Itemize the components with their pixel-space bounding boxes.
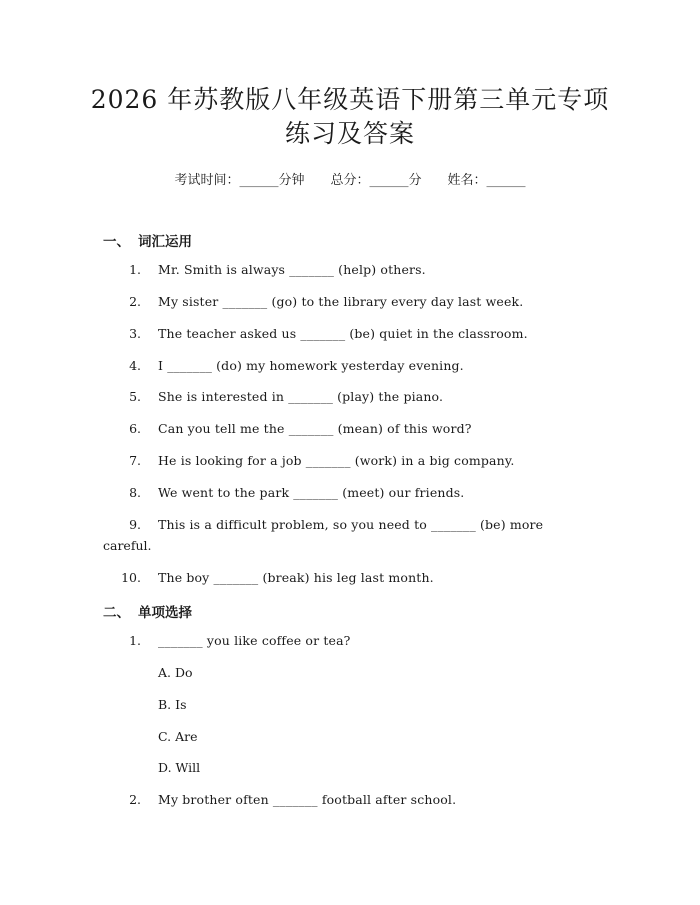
question-number: 2. [129, 294, 141, 309]
section-number: 一、 [103, 234, 130, 250]
section-label: 单项选择 [138, 605, 192, 621]
question-text-continuation: careful. [103, 538, 152, 553]
question-text: She is interested in _______ (play) the piano. [158, 389, 444, 404]
answer-option: A. Do [158, 665, 193, 680]
question-text: He is looking for a job _______ (work) in a big company. [158, 453, 515, 468]
section-label: 词汇运用 [138, 234, 192, 250]
answer-option: D. Will [158, 760, 201, 775]
section-heading-vocabulary [103, 230, 192, 250]
question-number: 9. [129, 517, 141, 532]
question-number: 1. [129, 262, 141, 277]
question-number: 3. [129, 326, 141, 341]
question-text: My brother often _______ football after school. [158, 792, 457, 807]
question-text: This is a difficult problem, so you need to _______ (be) more [158, 517, 544, 532]
question-text: I _______ (do) my homework yesterday evening. [158, 358, 464, 373]
exam-total-score: 总分：______分 [330, 173, 422, 188]
exam-time: 考试时间：______分钟 [174, 173, 305, 188]
answer-option: B. Is [158, 697, 187, 712]
question-number: 10. [121, 570, 141, 585]
page-title-line-2: 练习及答案 [284, 119, 415, 148]
question-text: Mr. Smith is always _______ (help) others. [158, 262, 426, 277]
question-number: 1. [129, 633, 141, 648]
question-text: The teacher asked us _______ (be) quiet in the classroom. [158, 326, 528, 341]
exam-meta [0, 169, 700, 188]
question-number: 7. [129, 453, 141, 468]
question-text: Can you tell me the _______ (mean) of this word? [158, 421, 472, 436]
question-number: 5. [129, 389, 141, 404]
section-heading-multiple-choice [103, 601, 192, 621]
question-number: 8. [129, 485, 141, 500]
question-text: My sister _______ (go) to the library every day last week. [158, 294, 524, 309]
question-text: _______ you like coffee or tea? [158, 633, 351, 648]
question-text: We went to the park _______ (meet) our friends. [158, 485, 465, 500]
page-title-line-1: 2026 年苏教版八年级英语下册第三单元专项 [90, 85, 610, 114]
answer-option: C. Are [158, 729, 198, 744]
section-number: 二、 [103, 605, 130, 621]
question-text: The boy _______ (break) his leg last month. [158, 570, 434, 585]
exam-name-field: 姓名：______ [447, 173, 526, 188]
question-number: 6. [129, 421, 141, 436]
question-number: 4. [129, 358, 141, 373]
question-number: 2. [129, 792, 141, 807]
